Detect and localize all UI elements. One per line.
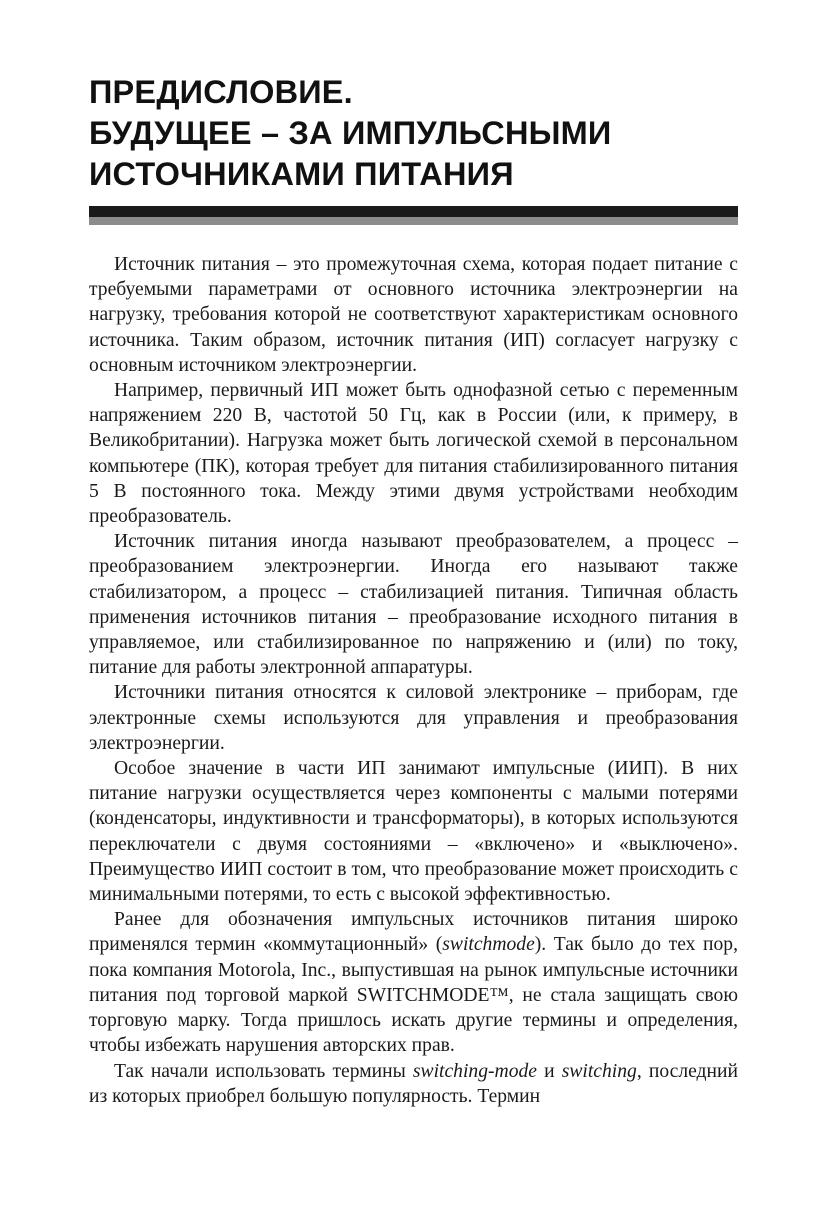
title-rule-light: [89, 217, 738, 225]
paragraph-7-text-b: и: [536, 1060, 562, 1082]
paragraph-7-text-c: , последний из которых приобрел большую популярность. Термин: [89, 1060, 738, 1107]
paragraph-6-term: switchmode: [442, 934, 535, 956]
paragraph-7-text-a: Так начали использовать термины: [114, 1060, 413, 1082]
paragraph-7-term-1: switching-mode: [412, 1060, 537, 1082]
paragraph-1: Источник питания – это промежуточная схема, которая подает питание с требуемыми параметрами от основного источника электроэнергии на нагрузку, требования которой не соответствуют характеристикам основного источника. Таким образом, источник питания (ИП) согласует нагрузку с основным источником электроэнергии.: [89, 254, 738, 376]
paragraph-6-text-a: Ранее для обозначения импульсных источников питания широко применялся термин «коммутационный» (: [89, 909, 738, 956]
paragraph-4: Источники питания относятся к силовой электронике – приборам, где электронные схемы используются для управления и преобразования электроэнергии.: [89, 682, 738, 754]
paragraph-3: Источник питания иногда называют преобразователем, а процесс – преобразованием электроэнергии. Иногда его называют также стабилизатором, а процесс – стабилизацией питания. Типичная область применения источников питания – преобразование исходного питания в управляемое, или стабилизированное по напряжению и (или) по току, питание для работы электронной аппаратуры.: [89, 531, 738, 679]
paragraph-7-term-2: switching: [561, 1060, 637, 1082]
title-rule-dark: [89, 206, 738, 217]
page: [89, 0, 738, 1109]
paragraph-2: Например, первичный ИП может быть однофазной сетью с переменным напряжением 220 В, частотой 50 Гц, как в России (или, к примеру, в Великобритании). Нагрузка может быть логической схемой в персональном компьютере (ПК), которая требует для питания стабилизированного питания 5 В постоянного тока. Между этими двумя устройствами необходим преобразователь.: [89, 380, 738, 528]
chapter-title-line-2: БУДУЩЕЕ – ЗА ИМПУЛЬСНЫМИ: [89, 115, 612, 151]
paragraph-6-text-b: ). Так было до тех пор, пока компания Motorola, Inc., выпустившая на рынок импульсные источники питания под торговой маркой SWITCHMODE™, не стала защищать свою торговую марку. Тогда пришлось искать другие термины и определения, чтобы избежать нарушения авторских прав.: [89, 934, 738, 1057]
paragraph-7: [89, 1059, 738, 1109]
body-text: [89, 252, 738, 1109]
paragraph-5: Особое значение в части ИП занимают импульсные (ИИП). В них питание нагрузки осуществляется через компоненты с малыми потерями (конденсаторы, индуктивности и трансформаторы), в которых используются переключатели с двумя состояниями – «включено» и «выключено». Преимущество ИИП состоит в том, что преобразование может происходить с минимальными потерями, то есть с высокой эффективностью.: [89, 758, 738, 906]
chapter-title-line-3: ИСТОЧНИКАМИ ПИТАНИЯ: [89, 156, 514, 192]
chapter-title-line-1: ПРЕДИСЛОВИЕ.: [89, 74, 353, 110]
paragraph-6: [89, 907, 738, 1058]
chapter-title: [89, 72, 738, 195]
